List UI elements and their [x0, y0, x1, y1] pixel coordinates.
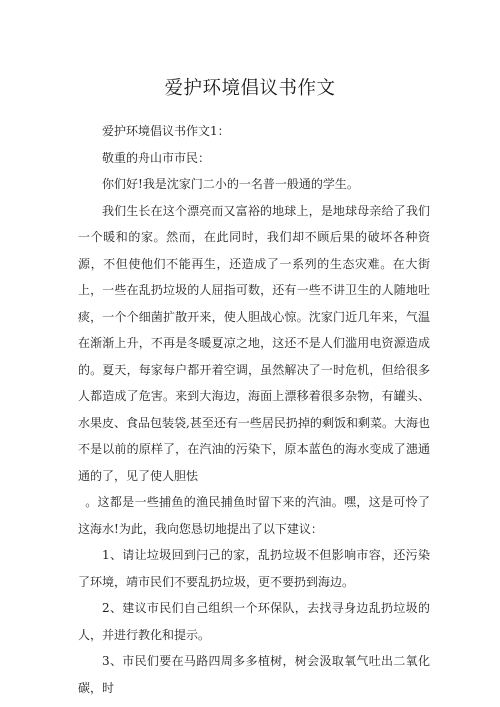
- paragraph-greeting: 你们好!我是沈家门二小的一名普一般通的学生。: [102, 177, 359, 191]
- paragraph-suggestion-1: 1、请让垃圾回到闩己的家，乱扔垃圾不但影响市容，还污染了环境，靖市民们不要乱扔垃圾，更不要扔到海边。: [78, 548, 430, 589]
- paragraph-suggestion-2: 2、建议市民们自己组织一个环保队，去找寻身边乱扔垃圾的人，并进行教化和提示。: [78, 601, 430, 642]
- paragraph-heading: 爱护环境倡议书作文1：: [102, 124, 230, 138]
- paragraph-suggestion-3: 3、市民们要在马路四周多多植树，树会汲取氧气吐出二氧化碳，时: [78, 654, 430, 695]
- paragraph-body: 我们生长在这个漂亮而又富裕的地球上，是地球母亲给了我们一个暖和的家。然而，在此同时，我们却不顾后果的破坏各种资源，不但使他们不能再生，还造成了一系列的生态灾难。在大街上，一些在乱扔垃圾的人屈指可数，还有一些不讲卫生的人随地吐痰，一个个细菌扩散开来，使人胆战心惊。沈家门近几年来，气温在渐渐上升，不再是冬暖夏凉之地，这还不是人们滥用电资源造成的。夏天，每家每户都开着空调，虽然解决了一时危机，但给很多人都造成了危害。来到大海边，海面上漂移着很多杂物，有罐头、水果皮、食品包装袋,甚至还有一些居民扔掉的剩饭和剩菜。大海也不是以前的原样了，在汽油的污染下，原本蓝色的海水变成了漶通通的了，见了使人胆怯: [78, 203, 430, 483]
- document-title: 爱护环境倡议书作文: [164, 78, 336, 99]
- paragraph-salutation: 敬重的舟山市市民：: [102, 150, 211, 165]
- paragraph-continuation: 。这都是一些捕鱼的渔民捕鱼时留下来的汽油。嘿，这是可怜了这海水!为此，我向您恳切地提出了以下建议：: [78, 495, 430, 536]
- document-body: [78, 118, 430, 701]
